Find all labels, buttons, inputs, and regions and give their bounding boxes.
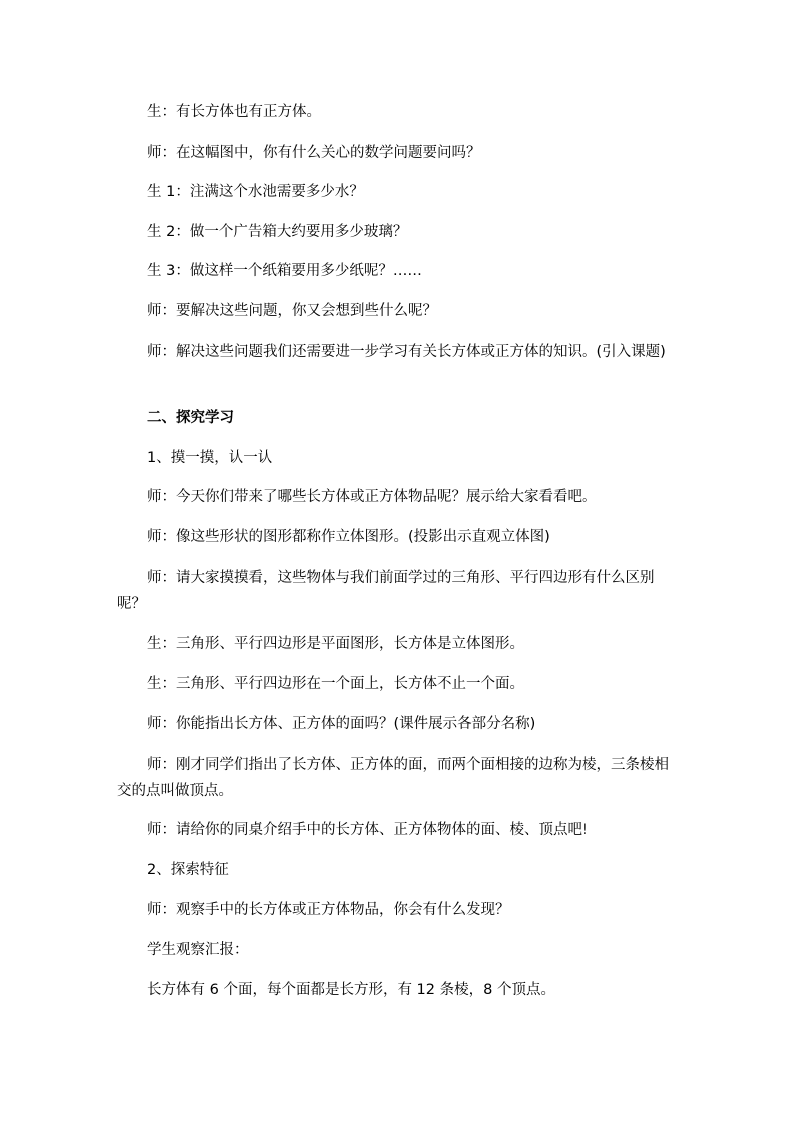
section-heading-explore: 二、探究学习	[147, 410, 234, 426]
paragraph-cuboid-summary: 长方体有 6 个面，每个面都是长方形，有 12 条棱，8 个顶点。	[147, 982, 555, 998]
paragraph-teacher-intro: 师：解决这些问题我们还需要进一步学习有关长方体或正方体的知识。(引入课题)	[147, 344, 666, 360]
paragraph-teacher-question: 师：在这幅图中，你有什么关心的数学问题要问吗？	[147, 145, 481, 161]
subsection-heading-touch: 1、摸一摸，认一认	[147, 450, 273, 466]
paragraph-student-face: 生：三角形、平行四边形在一个面上，长方体不止一个面。	[147, 676, 524, 692]
paragraph-teacher-solid: 师：像这些形状的图形都称作立体图形。(投影出示直观立体图)	[147, 529, 550, 545]
paragraph-teacher-faces: 师：你能指出长方体、正方体的面吗？(课件展示各部分名称)	[147, 716, 536, 732]
paragraph-student-2: 生 2：做一个广告箱大约要用多少玻璃？	[147, 224, 408, 240]
paragraph-student-answer: 生：有长方体也有正方体。	[147, 104, 321, 120]
subsection-heading-features: 2、探索特征	[147, 862, 229, 878]
paragraph-student-3: 生 3：做这样一个纸箱要用多少纸呢？……	[147, 263, 422, 279]
paragraph-student-plane: 生：三角形、平行四边形是平面图形，长方体是立体图形。	[147, 636, 524, 652]
paragraph-teacher-think: 师：要解决这些问题，你又会想到些什么呢？	[147, 303, 437, 319]
paragraph-teacher-compare: 师：请大家摸摸看，这些物体与我们前面学过的三角形、平行四边形有什么区别呢？	[117, 570, 655, 612]
paragraph-student-1: 生 1：注满这个水池需要多少水？	[147, 184, 364, 200]
paragraph-student-report: 学生观察汇报：	[147, 942, 249, 958]
paragraph-teacher-introduce: 师：请给你的同桌介绍手中的长方体、正方体物体的面、棱、顶点吧!	[147, 822, 588, 838]
paragraph-teacher-objects: 师：今天你们带来了哪些长方体或正方体物品呢？展示给大家看看吧。	[147, 489, 597, 505]
paragraph-teacher-observe: 师：观察手中的长方体或正方体物品，你会有什么发现？	[147, 902, 510, 918]
paragraph-teacher-edges: 师：刚才同学们指出了长方体、正方体的面，而两个面相接的边称为棱，三条棱相交的点叫做顶点。	[117, 757, 669, 799]
